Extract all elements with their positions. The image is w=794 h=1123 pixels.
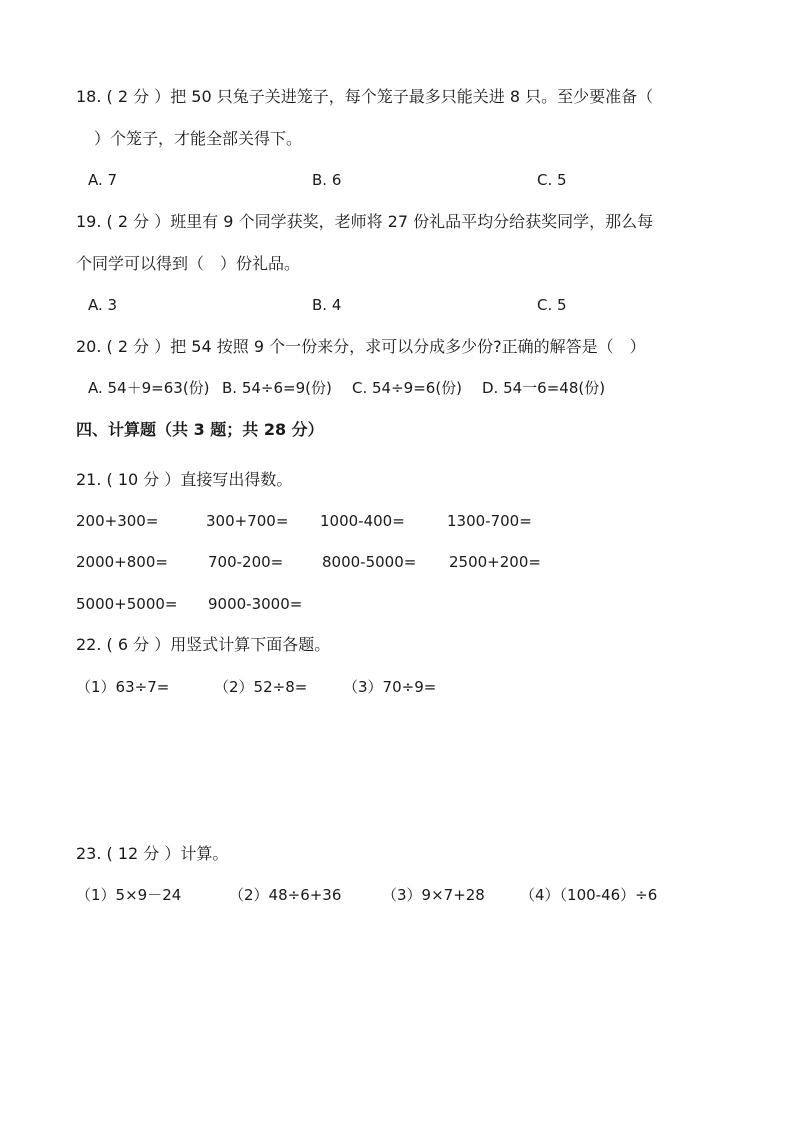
q18-line1: 18. ( 2 分 ）把 50 只兔子关进笼子，每个笼子最多只能关进 8 只。至少要准备（	[76, 87, 654, 106]
q21-expr: 8000-5000=	[322, 553, 417, 571]
q20-option-c: C. 54÷9=6(份)	[352, 379, 463, 397]
q21-expr: 200+300=	[76, 512, 159, 530]
q21-expr: 5000+5000=	[76, 595, 178, 613]
q21-expr: 700-200=	[208, 553, 284, 571]
q21-expr: 9000-3000=	[208, 595, 303, 613]
q19-option-b: B. 4	[312, 296, 342, 314]
q19-line2: 个同学可以得到（ ）份礼品。	[76, 254, 301, 273]
section-heading: 四、计算题（共 3 题；共 28 分）	[76, 420, 324, 439]
q21-expr: 2000+800=	[76, 553, 168, 571]
q21-expr: 300+700=	[206, 512, 289, 530]
q23-item: （3）9×7+28	[382, 886, 485, 904]
q23-item: （4）（100-46）÷6	[520, 886, 658, 904]
q18-option-b: B. 6	[312, 171, 342, 189]
q20-option-b: B. 54÷6=9(份)	[222, 379, 332, 397]
q19-option-a: A. 3	[88, 296, 118, 314]
q22-item: （1）63÷7=	[76, 678, 170, 696]
q20-line1: 20. ( 2 分 ）把 54 按照 9 个一份来分，求可以分成多少份?正确的解答是（ ）	[76, 337, 646, 356]
q22-prompt: 22. ( 6 分 ）用竖式计算下面各题。	[76, 635, 331, 654]
q18-option-a: A. 7	[88, 171, 118, 189]
q22-item: （3）70÷9=	[343, 678, 437, 696]
q23-item: （1）5×9－24	[76, 886, 182, 904]
q21-expr: 1300-700=	[447, 512, 532, 530]
q20-option-d: D. 54一6=48(份)	[482, 379, 606, 397]
q19-line1: 19. ( 2 分 ）班里有 9 个同学获奖，老师将 27 份礼品平均分给获奖同学，那么每	[76, 212, 654, 231]
q21-expr: 2500+200=	[449, 553, 541, 571]
q22-item: （2）52÷8=	[214, 678, 308, 696]
q18-option-c: C. 5	[537, 171, 567, 189]
q21-expr: 1000-400=	[320, 512, 405, 530]
q21-prompt: 21. ( 10 分 ）直接写出得数。	[76, 470, 293, 489]
q23-item: （2）48÷6+36	[229, 886, 342, 904]
q20-option-a: A. 54＋9=63(份)	[88, 379, 210, 397]
q23-prompt: 23. ( 12 分 ）计算。	[76, 844, 229, 863]
q19-option-c: C. 5	[537, 296, 567, 314]
q18-line2: ）个笼子，才能全部关得下。	[94, 129, 303, 148]
